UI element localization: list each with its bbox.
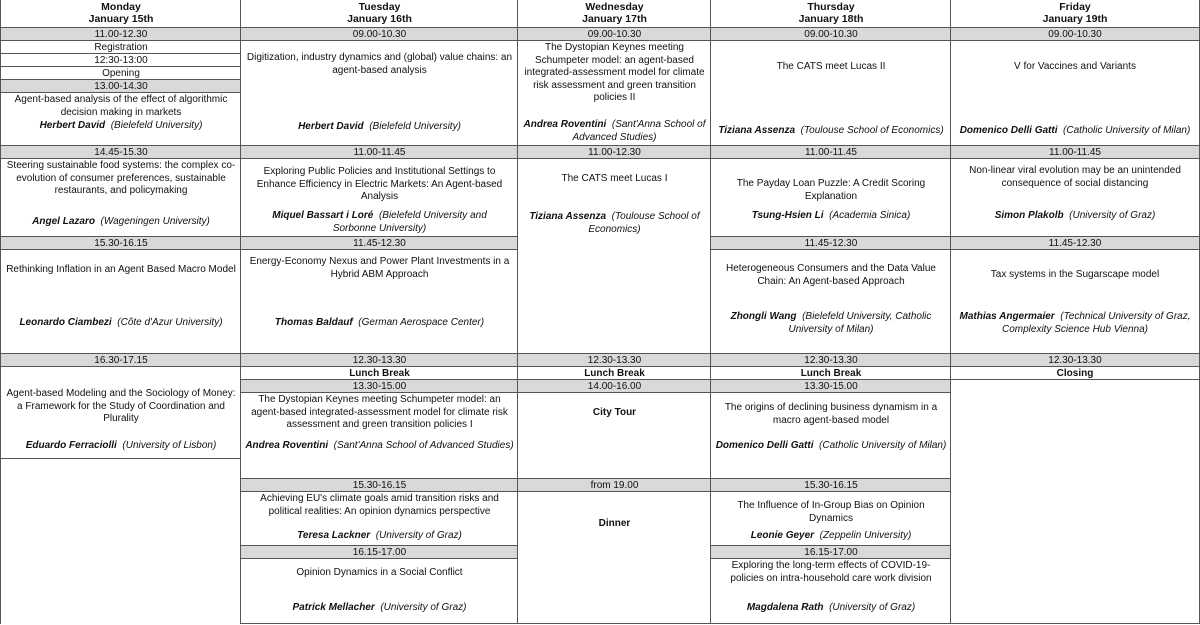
time-slot: 16.15-17.00 <box>711 545 951 558</box>
time-slot: from 19.00 <box>518 478 711 491</box>
speaker-affiliation: (Wageningen University) <box>100 215 210 227</box>
time-slot: 11.45-12.30 <box>951 236 1199 249</box>
speaker-name: Tiziana Assenza <box>529 211 607 222</box>
time-slot: 11.00-11.45 <box>711 145 951 158</box>
session-title: The origins of declining business dynamism in a macro agent-based model <box>724 402 938 426</box>
speaker-name: Miquel Bassart i Loré <box>272 210 374 221</box>
session-tuesday-3 <box>241 249 518 353</box>
session-title: Exploring Public Policies and Institutional Settings to Enhance Efficiency in Electric Markets: An Agent-based Analysis <box>256 166 503 202</box>
lunch-break-label: Lunch Break <box>241 366 518 379</box>
session-monday-3 <box>1 249 241 353</box>
session-thursday-4 <box>711 392 951 478</box>
speaker-affiliation: (University of Lisbon) <box>122 439 217 451</box>
day-date: January 15th <box>88 13 154 25</box>
session-thursday-3 <box>711 249 951 353</box>
column-friday <box>950 0 1200 624</box>
session-thursday-1 <box>711 40 951 145</box>
speaker-affiliation: (Côte d'Azur University) <box>117 316 223 328</box>
session-tuesday-5 <box>241 491 518 545</box>
time-slot: 11.00-12.30 <box>518 145 711 158</box>
day-header-friday <box>951 0 1199 27</box>
speaker-affiliation: (Technical University of Graz, Complexity Science Hub Vienna) <box>1001 311 1191 335</box>
speaker-affiliation: (University of Graz) <box>1069 209 1156 221</box>
speaker-name: Leonardo Ciambezi <box>19 316 112 328</box>
day-date: January 16th <box>347 13 412 25</box>
session-title: Energy-Economy Nexus and Power Plant Investments in a Hybrid ABM Approach <box>249 256 510 280</box>
speaker-affiliation: (Bielefeld University, Catholic University of Milan) <box>788 311 932 335</box>
day-header-monday <box>1 0 241 27</box>
session-wednesday-1 <box>518 40 711 145</box>
session-title: V for Vaccines and Variants <box>1014 61 1136 72</box>
speaker-name: Herbert David <box>298 120 364 132</box>
session-tuesday-2 <box>241 158 518 236</box>
day-date: January 19th <box>1042 13 1108 25</box>
session-title: Achieving EU's climate goals amid transition risks and political realities: An opinion dynamics perspective <box>260 493 499 517</box>
speaker-affiliation: (Catholic University of Milan) <box>819 439 947 451</box>
session-speaker-line <box>245 317 514 330</box>
session-speaker-line <box>245 440 514 453</box>
session-thursday-6 <box>711 558 951 624</box>
speaker-affiliation: (Sant'Anna School of Advanced Studies) <box>333 439 514 451</box>
session-monday-2 <box>1 158 241 236</box>
time-slot: 13.30-15.00 <box>711 379 951 392</box>
session-title: The Influence of In-Group Bias on Opinion Dynamics <box>737 500 925 524</box>
day-date: January 17th <box>582 13 647 25</box>
time-slot: 16.30-17.15 <box>1 353 241 366</box>
session-tuesday-1 <box>241 40 518 145</box>
speaker-affiliation: (University of Graz) <box>380 601 467 613</box>
lunch-break-label: Lunch Break <box>711 366 951 379</box>
time-slot: 12:30-13:00 <box>1 53 241 66</box>
time-slot: 11.00-11.45 <box>951 145 1199 158</box>
speaker-name: Thomas Baldauf <box>274 316 353 328</box>
session-speaker-line <box>5 317 237 330</box>
time-slot: 12.30-13.30 <box>951 353 1199 366</box>
session-monday-1 <box>1 92 241 145</box>
session-speaker-line <box>955 210 1195 223</box>
day-name: Thursday <box>807 1 855 13</box>
session-speaker-line <box>522 211 707 236</box>
session-tuesday-6 <box>241 558 518 624</box>
time-slot: 12.30-13.30 <box>711 353 951 366</box>
session-speaker-line <box>5 440 237 453</box>
session-title: Heterogeneous Consumers and the Data Value Chain: An Agent-based Approach <box>726 263 936 287</box>
column-monday <box>0 0 241 624</box>
session-thursday-5 <box>711 491 951 545</box>
speaker-affiliation: (Academia Sinica) <box>829 209 911 221</box>
time-slot: 11.45-12.30 <box>241 236 518 249</box>
column-tuesday <box>240 0 518 624</box>
speaker-affiliation: (Sant'Anna School of Advanced Studies) <box>572 119 706 143</box>
session-speaker-line <box>245 602 514 615</box>
day-name: Wednesday <box>585 1 644 13</box>
day-name: Tuesday <box>358 1 401 13</box>
session-speaker-line <box>245 210 514 235</box>
time-slot: 15.30-16.15 <box>241 478 518 491</box>
speaker-affiliation: (University of Graz) <box>375 529 462 541</box>
session-title: Opinion Dynamics in a Social Conflict <box>296 567 463 578</box>
day-name: Monday <box>101 1 141 13</box>
session-speaker-line <box>715 311 947 336</box>
session-speaker-line <box>715 210 947 223</box>
session-thursday-2 <box>711 158 951 236</box>
session-title: Rethinking Inflation in an Agent Based Macro Model <box>6 264 236 275</box>
session-speaker-line <box>522 119 707 144</box>
speaker-name: Magdalena Rath <box>746 601 824 613</box>
time-slot: 11.00-12.30 <box>1 27 241 40</box>
time-slot: 14.00-16.00 <box>518 379 711 392</box>
speaker-affiliation: (German Aerospace Center) <box>358 316 485 328</box>
time-slot: 12.30-13.30 <box>241 353 518 366</box>
session-friday-1 <box>951 40 1199 145</box>
speaker-affiliation: (Zeppelin University) <box>819 529 912 541</box>
session-title: Agent-based Modeling and the Sociology of Money: a Framework for the Study of Coordination and Plurality <box>6 388 236 424</box>
session-speaker-line <box>715 440 947 453</box>
session-title: Agent-based analysis of the effect of algorithmic decision making in markets <box>14 94 228 118</box>
empty-cell <box>951 379 1199 624</box>
time-slot: 15.30-16.15 <box>711 478 951 491</box>
session-speaker-line <box>5 120 237 133</box>
session-wednesday-2 <box>518 158 711 353</box>
session-tuesday-4 <box>241 392 518 478</box>
speaker-name: Andrea Roventini <box>523 119 607 130</box>
speaker-name: Eduardo Ferraciolli <box>25 439 117 451</box>
session-title: Exploring the long-term effects of COVID-19-policies on intra-household care work division <box>730 560 932 584</box>
time-slot: 13.30-15.00 <box>241 379 518 392</box>
time-slot: 11.45-12.30 <box>711 236 951 249</box>
time-slot: 15.30-16.15 <box>1 236 241 249</box>
time-slot: 16.15-17.00 <box>241 545 518 558</box>
column-thursday <box>710 0 951 624</box>
session-speaker-line <box>715 530 947 543</box>
day-header-wednesday <box>518 0 711 27</box>
column-wednesday <box>517 0 711 624</box>
speaker-affiliation: (Bielefeld University) <box>369 120 461 132</box>
opening-label: Opening <box>1 66 241 79</box>
speaker-affiliation: (Catholic University of Milan) <box>1063 124 1191 136</box>
speaker-name: Zhongli Wang <box>730 311 797 322</box>
speaker-name: Domenico Delli Gatti <box>715 439 814 451</box>
speaker-name: Simon Plakolb <box>994 209 1064 221</box>
session-speaker-line <box>715 602 947 615</box>
time-slot: 12.30-13.30 <box>518 353 711 366</box>
speaker-name: Tiziana Assenza <box>718 124 796 136</box>
session-title: The Payday Loan Puzzle: A Credit Scoring Explanation <box>736 178 926 202</box>
session-speaker-line <box>5 216 237 229</box>
speaker-name: Leonie Geyer <box>750 529 815 541</box>
lunch-break-label: Lunch Break <box>518 366 711 379</box>
session-title: Digitization, industry dynamics and (global) value chains: an agent-based analysis <box>246 52 513 76</box>
day-date: January 18th <box>798 13 864 25</box>
session-speaker-line <box>955 311 1195 336</box>
session-title: Steering sustainable food systems: the complex co-evolution of consumer preferences, sustainable restaurants, and policymaking <box>6 160 236 196</box>
session-title: Non-linear viral evolution may be an unintended consequence of social distancing <box>969 165 1181 189</box>
day-header-tuesday <box>241 0 518 27</box>
session-title: The CATS meet Lucas I <box>561 173 668 184</box>
empty-cell <box>1 458 241 624</box>
time-slot: 11.00-11.45 <box>241 145 518 158</box>
session-monday-4 <box>1 366 241 458</box>
session-friday-2 <box>951 158 1199 236</box>
speaker-affiliation: (University of Graz) <box>829 601 916 613</box>
speaker-name: Patrick Mellacher <box>292 601 375 613</box>
speaker-name: Andrea Roventini <box>245 439 329 451</box>
time-slot: 09.00-10.30 <box>518 27 711 40</box>
session-friday-3 <box>951 249 1199 353</box>
time-slot: 09.00-10.30 <box>711 27 951 40</box>
dinner-label: Dinner <box>518 491 711 624</box>
registration-label: Registration <box>1 40 241 53</box>
session-speaker-line <box>245 121 514 134</box>
session-title: The Dystopian Keynes meeting Schumpeter model: an agent-based integrated-assessment model for climate risk assessment and green transition policies II <box>524 42 705 103</box>
time-slot: 13.00-14.30 <box>1 79 241 92</box>
day-name: Friday <box>1059 1 1091 13</box>
speaker-name: Teresa Lackner <box>297 529 371 541</box>
time-slot: 09.00-10.30 <box>241 27 518 40</box>
city-tour-label: City Tour <box>518 392 711 478</box>
speaker-name: Mathias Angermaier <box>959 311 1055 322</box>
speaker-affiliation: (Toulouse School of Economics) <box>588 211 700 235</box>
speaker-affiliation: (Toulouse School of Economics) <box>800 124 944 136</box>
day-header-thursday <box>711 0 951 27</box>
time-slot: 14.45-15.30 <box>1 145 241 158</box>
speaker-name: Domenico Delli Gatti <box>959 124 1058 136</box>
session-speaker-line <box>245 530 514 543</box>
session-title: Tax systems in the Sugarscape model <box>990 269 1160 280</box>
time-slot: 09.00-10.30 <box>951 27 1199 40</box>
session-speaker-line <box>955 125 1195 138</box>
session-title: The CATS meet Lucas II <box>776 61 886 72</box>
speaker-affiliation: (Bielefeld University and Sorbonne University) <box>332 210 487 234</box>
session-speaker-line <box>715 125 947 138</box>
speaker-name: Angel Lazaro <box>32 215 95 227</box>
speaker-name: Tsung-Hsien Li <box>751 209 824 221</box>
speaker-name: Herbert David <box>39 119 106 131</box>
session-title: The Dystopian Keynes meeting Schumpeter model: an agent-based integrated-assessment model for climate risk assessment and green transition policies I <box>251 394 508 430</box>
closing-label: Closing <box>951 366 1199 379</box>
speaker-affiliation: (Bielefeld University) <box>110 119 203 131</box>
